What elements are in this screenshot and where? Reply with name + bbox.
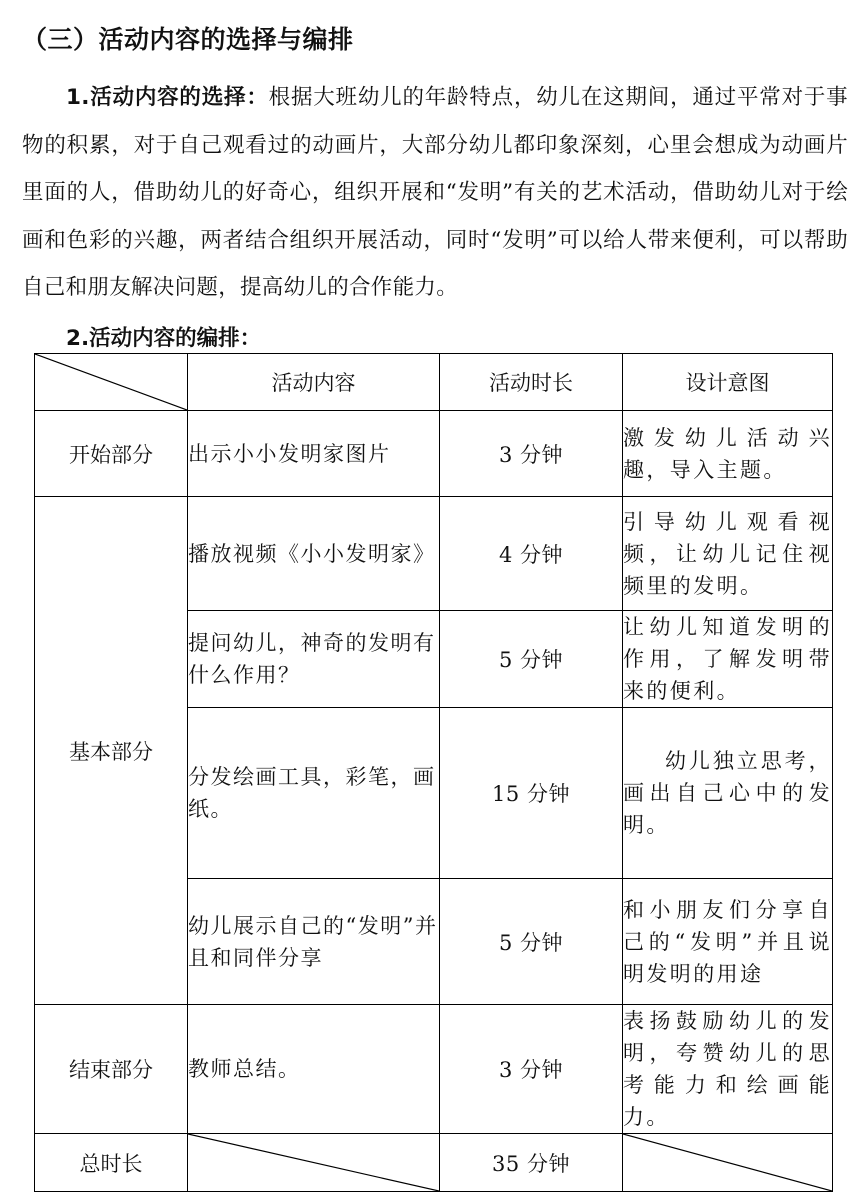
row-duration: 15 分钟 [440, 708, 623, 879]
part-basic: 基本部分 [35, 497, 188, 1005]
total-label: 总时长 [35, 1134, 188, 1192]
table-row [35, 411, 833, 497]
table-row [35, 1005, 833, 1134]
row-content: 分发绘画工具，彩笔，画纸。 [188, 708, 440, 879]
activity-plan-table [34, 353, 833, 1192]
content-selection-lead: 1.活动内容的选择： [66, 85, 269, 110]
part-start: 开始部分 [35, 411, 188, 497]
header-diagonal-cell [35, 354, 188, 411]
header-content: 活动内容 [188, 354, 440, 411]
content-selection-body: 根据大班幼儿的年龄特点，幼儿在这期间，通过平常对于事物的积累，对于自己观看过的动画片，大部分幼儿都印象深刻，心里会想成为动画片里面的人，借助幼儿的好奇心，组织开展和“发明”有关的艺术活动，借助幼儿对于绘画和色彩的兴趣，两者结合组织开展活动，同时“发明”可以给人带来便利，可以帮助自己和朋友解决问题，提高幼儿的合作能力。 [22, 85, 848, 300]
content-arrangement-title: 2.活动内容的编排： [66, 326, 262, 351]
row-content: 教师总结。 [188, 1005, 440, 1134]
diagonal-line [35, 354, 187, 410]
row-content: 幼儿展示自己的“发明”并且和同伴分享 [188, 879, 440, 1005]
header-duration: 活动时长 [440, 354, 623, 411]
row-content: 提问幼儿，神奇的发明有什么作用？ [188, 611, 440, 708]
table-total-row [35, 1134, 833, 1192]
diagonal-line [623, 1134, 832, 1191]
diagonal-line [188, 1134, 439, 1191]
content-selection-paragraph [22, 74, 848, 312]
total-content-diagonal-cell [188, 1134, 440, 1192]
total-duration: 35 分钟 [440, 1134, 623, 1192]
row-duration: 5 分钟 [440, 879, 623, 1005]
row-content: 出示小小发明家图片 [188, 411, 440, 497]
row-duration: 5 分钟 [440, 611, 623, 708]
row-intent: 引导幼儿观看视频，让幼儿记住视频里的发明。 [623, 497, 833, 611]
row-intent: 让幼儿知道发明的作用，了解发明带来的便利。 [623, 611, 833, 708]
row-duration: 3 分钟 [440, 1005, 623, 1134]
row-intent: 激发幼儿活动兴趣，导入主题。 [623, 411, 833, 497]
row-duration: 3 分钟 [440, 411, 623, 497]
section-title: （三）活动内容的选择与编排 [22, 25, 354, 54]
header-intent: 设计意图 [623, 354, 833, 411]
row-duration: 4 分钟 [440, 497, 623, 611]
row-intent: 和小朋友们分享自己的“发明”并且说明发明的用途 [623, 879, 833, 1005]
row-intent: 幼儿独立思考，画出自己心中的发明。 [623, 749, 832, 837]
part-end: 结束部分 [35, 1005, 188, 1134]
row-intent: 表扬鼓励幼儿的发明，夸赞幼儿的思考能力和绘画能力。 [623, 1005, 833, 1134]
table-row [35, 497, 833, 611]
total-intent-diagonal-cell [623, 1134, 833, 1192]
table-header-row [35, 354, 833, 411]
row-content: 播放视频《小小发明家》 [188, 497, 440, 611]
